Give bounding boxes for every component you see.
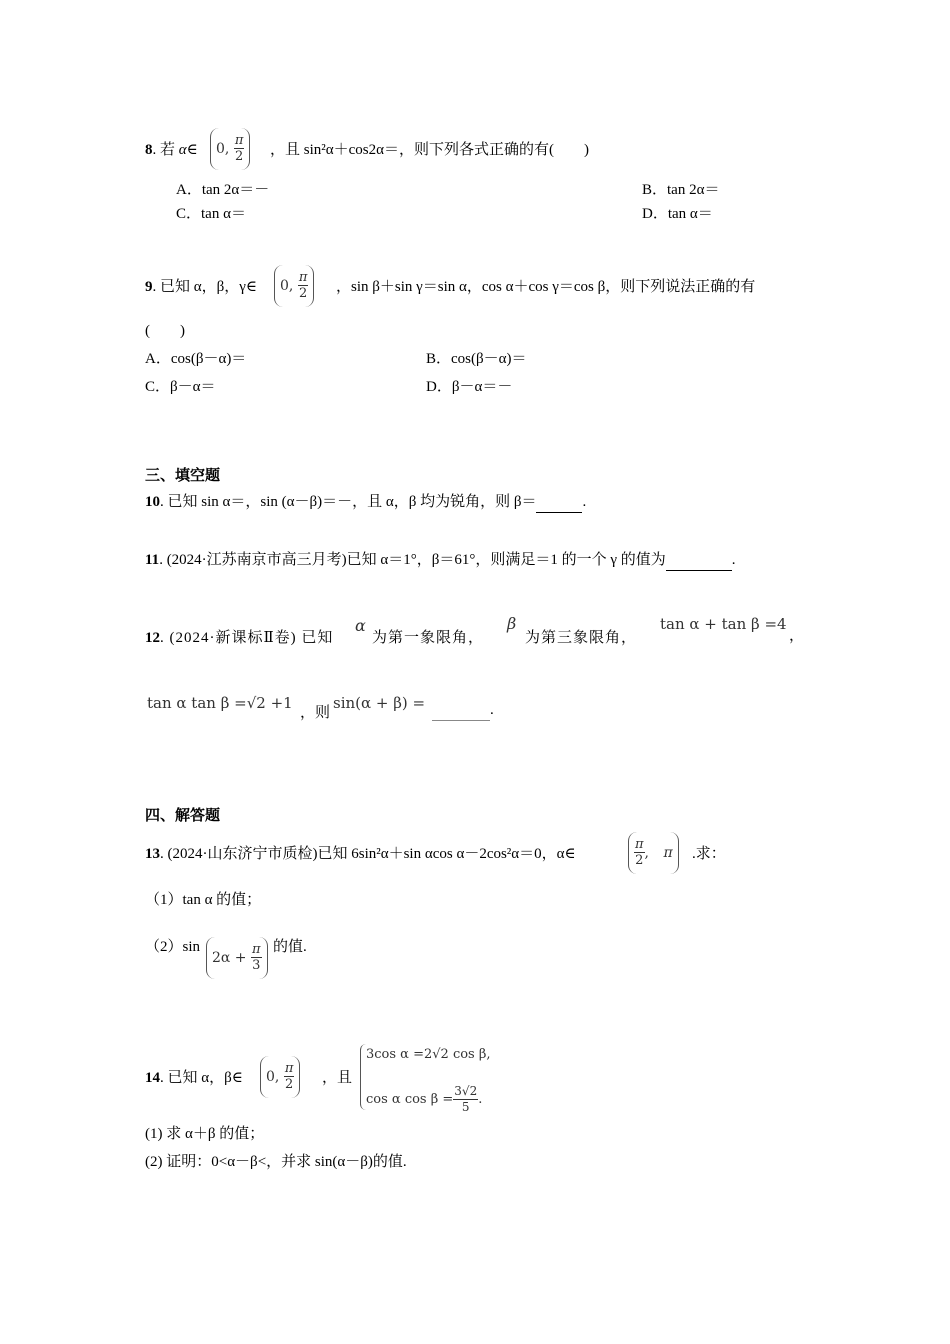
q14-sub1: (1) 求 α＋β 的值； bbox=[145, 1126, 265, 1142]
q13-stem-tail: .求： bbox=[692, 846, 726, 862]
q9-option-c: C．β－α＝ bbox=[145, 379, 216, 395]
q8-option-b: B．tan 2α＝ bbox=[642, 182, 720, 198]
section-title-fill-in: 三、填空题 bbox=[145, 468, 221, 484]
q12-mid2: 为第三象限角， bbox=[525, 630, 638, 646]
q12-eq2: tan α tan β =√2 +1 bbox=[147, 694, 293, 712]
q8-stem-tail: ，且 sin²α＋cos2α＝，则下列各式正确的有( ) bbox=[270, 142, 589, 158]
q11-answer-blank[interactable] bbox=[666, 550, 732, 571]
q12-mid1: 为第一象限角， bbox=[372, 630, 485, 646]
q13-sub2: （2）sin bbox=[145, 939, 201, 955]
q13-sub2-paren: 2α + $\frac{\pi}{3}$ bbox=[206, 937, 268, 979]
q12-beta: β bbox=[507, 614, 517, 633]
q13-sub1: （1）tan α 的值； bbox=[145, 892, 262, 908]
q8-option-d: D．tan α＝ bbox=[642, 206, 713, 222]
q10-number: 10 bbox=[145, 494, 160, 510]
q13-number: 13 bbox=[145, 846, 160, 862]
q12-eq1: tan α + tan β =4 bbox=[660, 615, 787, 633]
q12-then: ，则 bbox=[300, 705, 331, 721]
q14-fraction-3root2-over-5: $\frac{3√2}{5}$ bbox=[454, 1084, 478, 1114]
q14-paren: 0, $\frac{\pi}{2}$ bbox=[260, 1056, 300, 1098]
q8-fraction-pi-over-2: $\frac{\pi}{2}$ bbox=[234, 133, 244, 165]
q12-answer-blank[interactable] bbox=[432, 700, 490, 721]
q11-number: 11 bbox=[145, 552, 160, 568]
section-title-solve: 四、解答题 bbox=[145, 808, 221, 824]
q12-comma: ， bbox=[789, 628, 805, 644]
q14-interval bbox=[260, 1054, 300, 1098]
q14-system-eq1: 3cos α =2√2 cos β, bbox=[366, 1047, 491, 1062]
q12-answer: . bbox=[432, 700, 494, 721]
q9-option-b: B．cos(β－α)＝ bbox=[426, 351, 527, 367]
q9-answer-paren: ( ) bbox=[145, 323, 185, 339]
q13-fraction-pi-over-3: $\frac{\pi}{3}$ bbox=[252, 942, 261, 974]
q9-paren: 0, $\frac{\pi}{2}$ bbox=[274, 265, 314, 307]
q8-paren: 0, $\frac{\pi}{2}$ bbox=[210, 128, 250, 170]
q14-fraction-pi-over-2: $\frac{\pi}{2}$ bbox=[284, 1061, 294, 1093]
q12-number: 12 bbox=[145, 630, 160, 646]
q9-interval bbox=[274, 263, 314, 307]
q9-option-a: A．cos(β－α)＝ bbox=[145, 351, 247, 367]
q9-stem: 9. 已知 α，β，γ∈ bbox=[145, 279, 257, 295]
q8-number: 8 bbox=[145, 142, 153, 158]
q12-eq3: sin(α + β) = bbox=[333, 694, 426, 712]
q14-sub2: (2) 证明：0<α－β<，并求 sin(α－β)的值. bbox=[145, 1154, 407, 1170]
q13-sub2-expr bbox=[206, 935, 268, 979]
q14-number: 14 bbox=[145, 1070, 160, 1086]
q12-stem: 12. (2024·新课标Ⅱ卷) 已知 bbox=[145, 630, 334, 646]
q8-stem: 8. 若 α∈ bbox=[145, 142, 198, 158]
q10-stem: 10. 已知 sin α＝，sin (α－β)＝－，且 α，β 均为锐角，则 β＝ . bbox=[145, 492, 586, 513]
q9-fraction-pi-over-2: $\frac{\pi}{2}$ bbox=[298, 270, 308, 302]
q8-interval bbox=[210, 126, 250, 170]
q9-option-d: D．β－α＝－ bbox=[426, 379, 513, 395]
q13-fraction-pi-over-2: $\frac{\pi}{2}$ bbox=[635, 837, 644, 869]
q11-stem: 11. (2024·江苏南京市高三月考)已知 α＝1°，β＝61°，则满足＝1 的一个 γ 的值为 . bbox=[145, 550, 736, 571]
q9-stem-tail: ，sin β＋sin γ＝sin α，cos α＋cos γ＝cos β，则下列说法正确的有 bbox=[336, 279, 756, 295]
q12-alpha: α bbox=[355, 616, 366, 635]
q13-paren: $\frac{\pi}{2}$ , π bbox=[628, 832, 679, 874]
q14-system-eq2: cos α cos β = $\frac{3√2}{5}$ . bbox=[366, 1084, 483, 1114]
q14-stem: 14. 已知 α，β∈ bbox=[145, 1070, 243, 1086]
q8-option-c: C．tan α＝ bbox=[176, 206, 246, 222]
q8-option-a: A．tan 2α＝－ bbox=[176, 182, 270, 198]
q13-interval bbox=[628, 830, 679, 874]
q13-stem: 13. (2024·山东济宁市质检)已知 6sin²α＋sin αcos α－2cos²α＝0，α∈ bbox=[145, 846, 576, 862]
q14-stem-mid: ，且 bbox=[322, 1070, 353, 1086]
q13-sub2-tail: 的值. bbox=[273, 939, 307, 955]
q9-number: 9 bbox=[145, 279, 153, 295]
q10-answer-blank[interactable] bbox=[536, 492, 582, 513]
